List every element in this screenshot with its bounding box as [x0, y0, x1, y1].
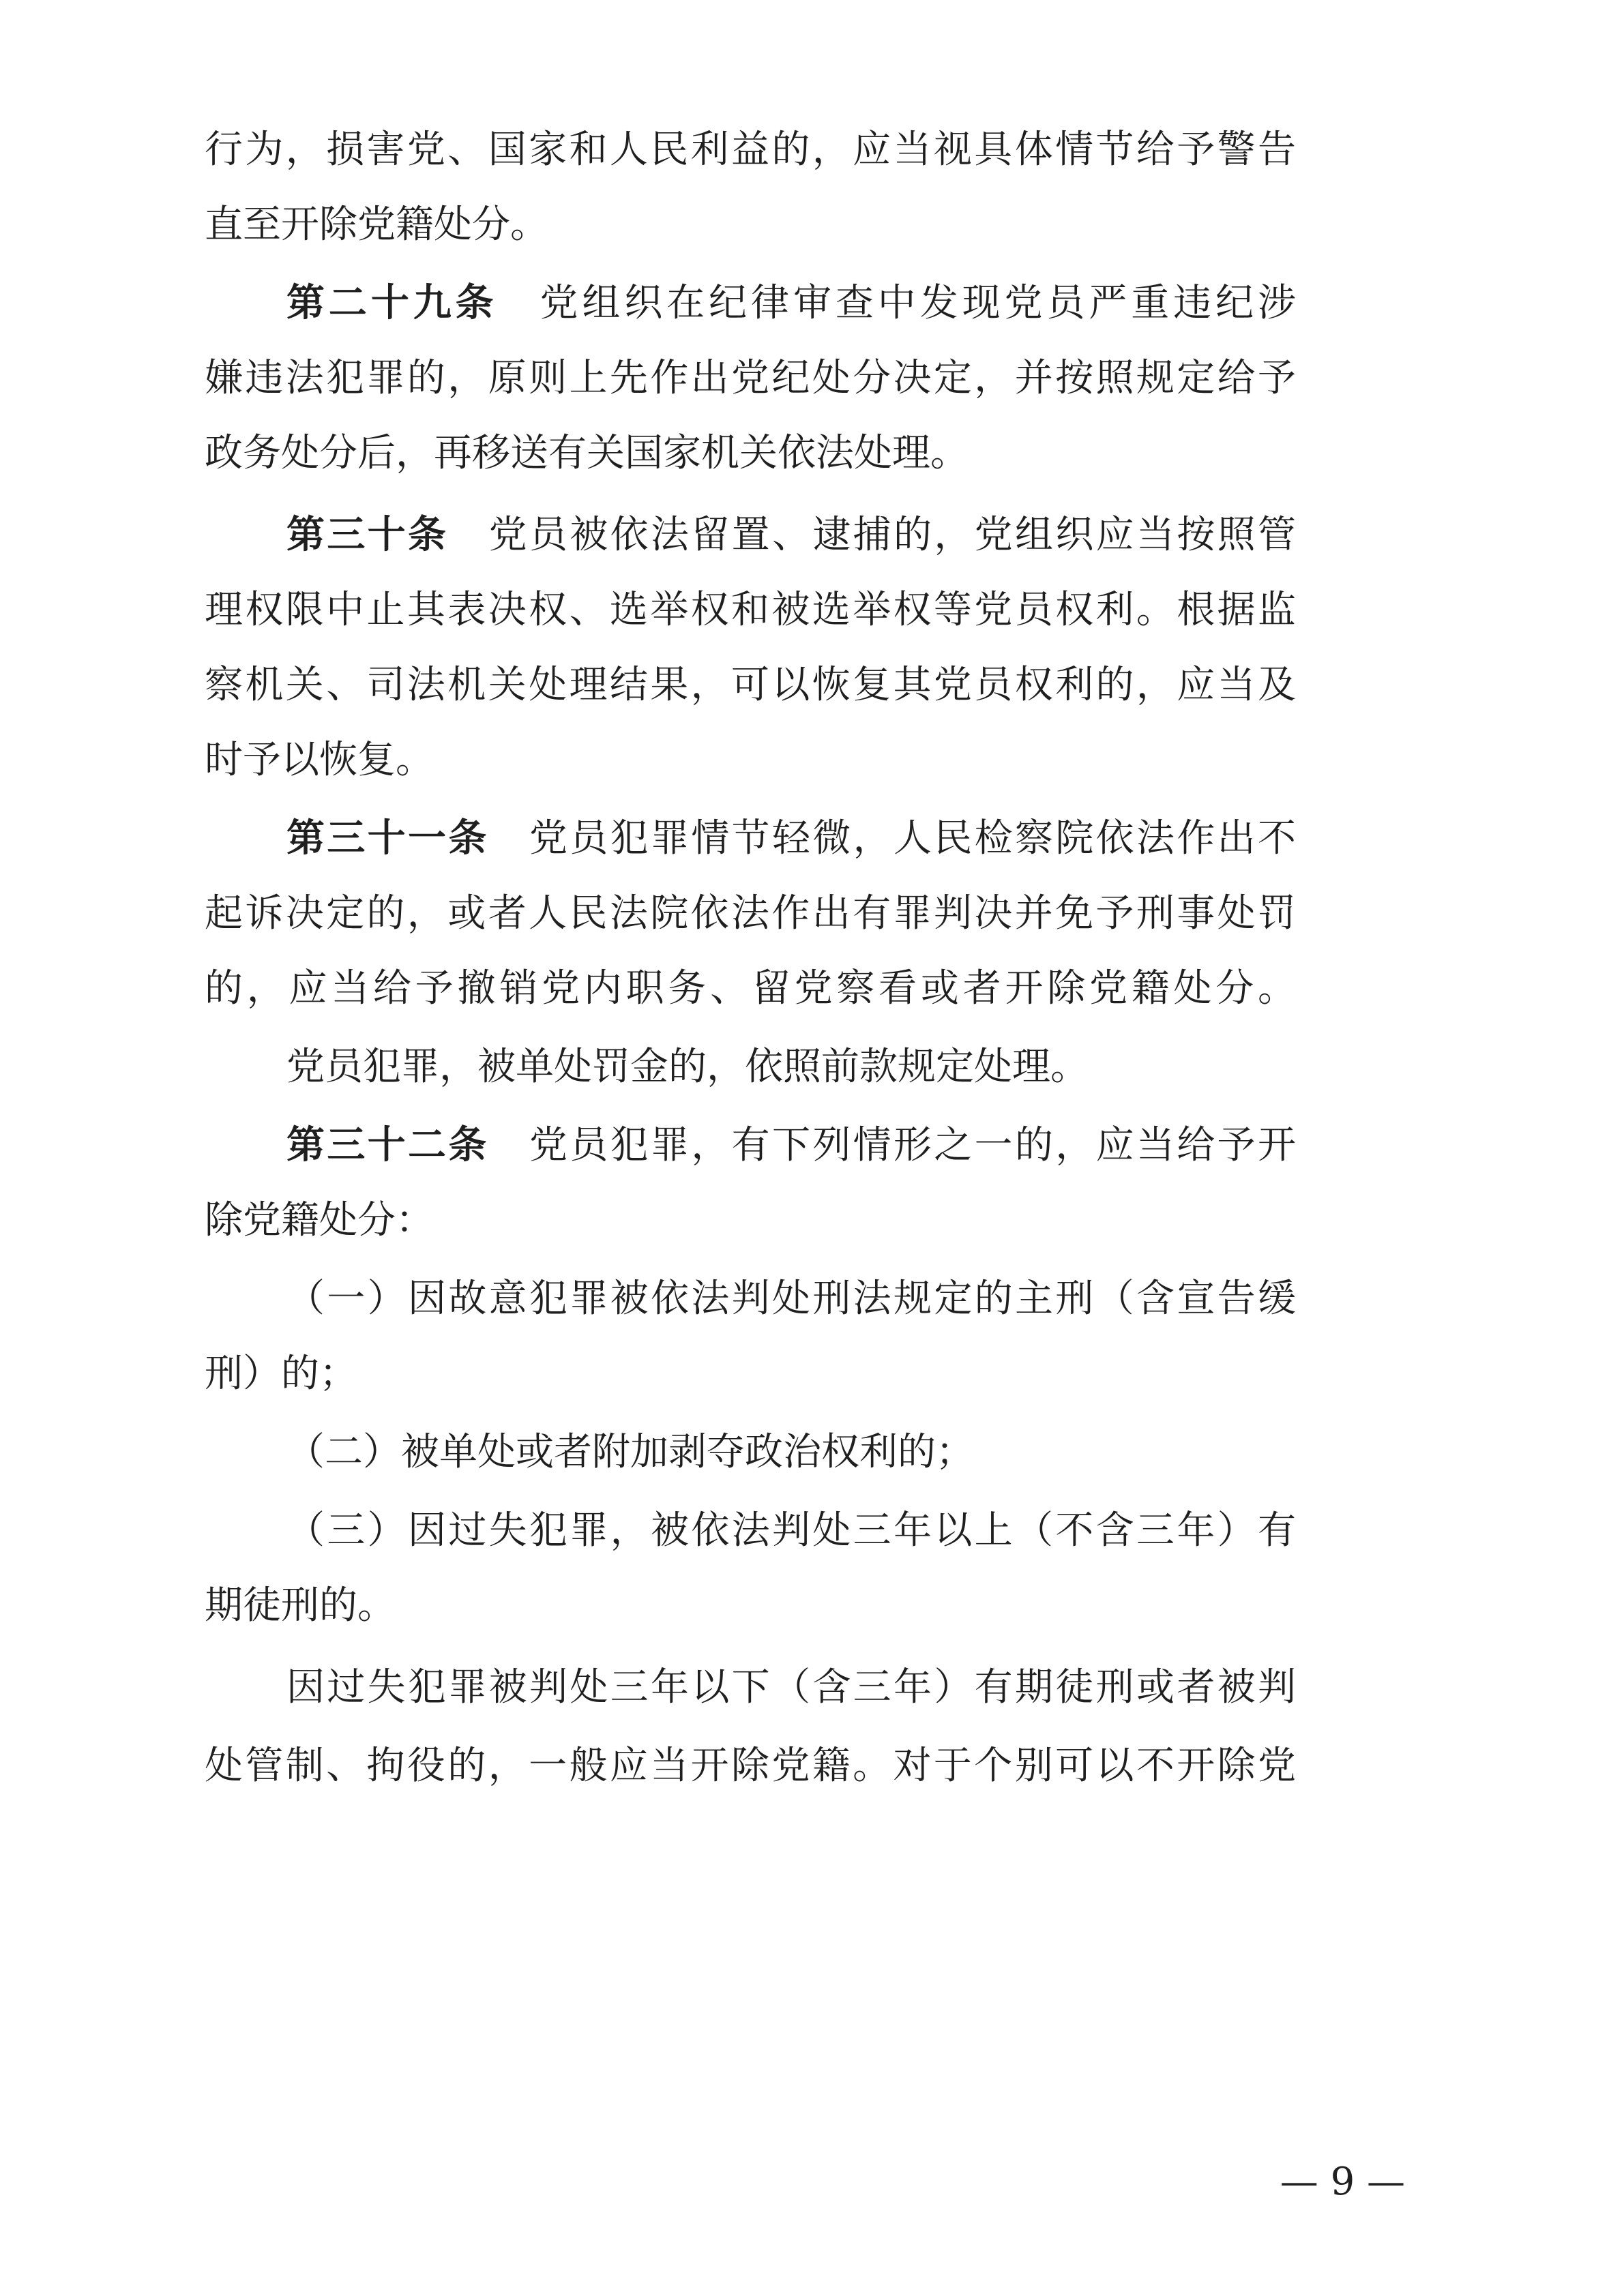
text-line — [0, 961, 1624, 1016]
line-text: 处管制、拘役的，一般应当开除党籍。对于个别可以不开除党 — [205, 1744, 1296, 1788]
text-line — [0, 1739, 1624, 1793]
text-line — [0, 1425, 1624, 1480]
article-heading: 第三十条 — [286, 513, 449, 557]
line-text: 嫌违法犯罪的，原则上先作出党纪处分决定，并按照规定给予 — [205, 356, 1296, 400]
article-29-first-line — [0, 276, 1624, 331]
article-text: 党员被依法留置、逮捕的，党组织应当按照管 — [448, 513, 1297, 557]
text-line — [0, 886, 1624, 941]
text-line — [0, 1504, 1624, 1558]
article-text: 党员犯罪情节轻微，人民检察院依法作出不 — [488, 816, 1297, 861]
text-line — [0, 583, 1624, 638]
text-line — [0, 1193, 1624, 1248]
article-31-first-line — [0, 811, 1624, 866]
text-line — [0, 426, 1624, 481]
line-text: 除党籍处分： — [205, 1198, 434, 1242]
line-text: 行为，损害党、国家和人民利益的，应当视具体情节给予警告 — [205, 128, 1296, 172]
line-text: 直至开除党籍处分。 — [205, 203, 548, 247]
line-text: 的，应当给予撤销党内职务、留党察看或者开除党籍处分。 — [205, 966, 1296, 1011]
line-text: 政务处分后，再移送有关国家机关依法处理。 — [205, 431, 969, 475]
line-text: （二）被单处或者附加剥夺政治权利的； — [286, 1430, 974, 1474]
line-text: （一）因故意犯罪被依法判处刑法规定的主刑（含宣告缓 — [286, 1277, 1296, 1321]
text-line — [0, 1272, 1624, 1326]
page-number: — 9 — — [1280, 2160, 1405, 2204]
article-heading: 第三十二条 — [286, 1123, 489, 1167]
line-text: 理权限中止其表决权、选举权和被选举权等党员权利。根据监 — [205, 588, 1296, 632]
line-text: 党员犯罪，被单处罚金的，依照前款规定处理。 — [286, 1045, 1089, 1089]
line-text: 期徒刑的。 — [205, 1583, 396, 1628]
text-line — [0, 1040, 1624, 1094]
text-line — [0, 733, 1624, 788]
article-heading: 第二十九条 — [286, 281, 498, 325]
article-heading: 第三十一条 — [286, 816, 489, 861]
text-line — [0, 351, 1624, 406]
line-text: （三）因过失犯罪，被依法判处三年以上（不含三年）有 — [286, 1508, 1296, 1553]
line-text: 因过失犯罪被判处三年以下（含三年）有期徒刑或者被判 — [286, 1665, 1296, 1710]
text-line — [0, 198, 1624, 252]
line-text: 刑）的； — [205, 1352, 357, 1396]
article-32-first-line — [0, 1118, 1624, 1173]
text-line — [0, 1660, 1624, 1715]
line-text: 起诉决定的，或者人民法院依法作出有罪判决并免予刑事处罚 — [205, 891, 1296, 936]
text-line — [0, 1579, 1624, 1633]
text-line — [0, 658, 1624, 713]
article-text: 党组织在纪律审查中发现党员严重违纪涉 — [497, 281, 1297, 325]
line-text: 时予以恢复。 — [205, 738, 434, 782]
text-line — [0, 1347, 1624, 1401]
text-line — [0, 123, 1624, 177]
article-text: 党员犯罪，有下列情形之一的，应当给予开 — [488, 1123, 1297, 1167]
line-text: 察机关、司法机关处理结果，可以恢复其党员权利的，应当及 — [205, 663, 1296, 707]
article-30-first-line — [0, 508, 1624, 563]
